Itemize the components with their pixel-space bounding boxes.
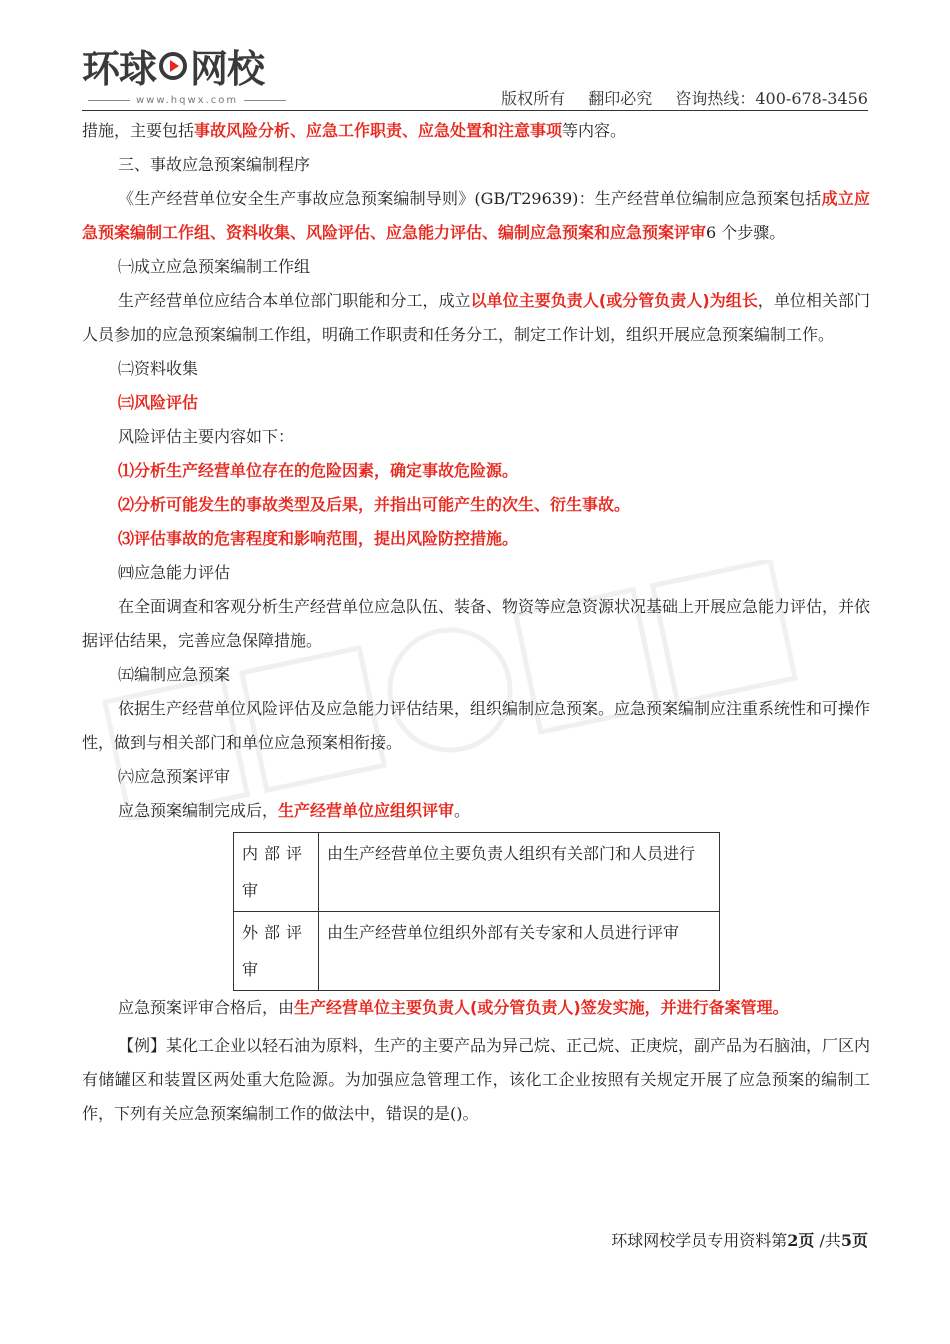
text-run: 《生产经营单位安全生产事故应急预案编制导则》(GB/T29639)：生产经营单位编制应急预案包括 — [118, 189, 822, 208]
text-run: 应急预案编制完成后， — [118, 801, 279, 820]
logo-text-a: 环球 — [82, 47, 157, 91]
logo-rule-right — [244, 100, 286, 101]
paragraph-intro — [82, 182, 870, 250]
logo-play-icon — [158, 51, 188, 81]
header-notice — [483, 86, 868, 109]
header-divider — [82, 110, 868, 111]
logo-rule-left — [88, 100, 130, 101]
paragraph-measures — [82, 114, 870, 148]
text-run: 措施，主要包括 — [82, 121, 195, 140]
review-table — [233, 832, 720, 991]
logo-wordmark — [82, 38, 292, 93]
step-heading-3: ㈢风险评估 — [118, 393, 199, 412]
page-footer — [611, 1228, 868, 1251]
logo-text-b: 网校 — [190, 47, 265, 91]
hqwx-logo — [82, 38, 292, 106]
emphasis-run: 以单位主要负责人(或分管负责人)为组长 — [470, 291, 758, 310]
risk-item-3: ⑶评估事故的危害程度和影响范围，提出风险防控措施。 — [118, 529, 519, 548]
document-body — [82, 114, 870, 1131]
step-heading-6: ㈥应急预案评审 — [118, 767, 231, 786]
paragraph-after-review — [82, 991, 870, 1025]
copyright-text: 版权所有 — [501, 89, 566, 108]
paragraph-step-1 — [82, 284, 870, 352]
logo-url-line — [82, 95, 292, 106]
paragraph-step-4: 在全面调查和客观分析生产经营单位应急队伍、装备、物资等应急资源状况基础上开展应急能力评估，并依据评估结果，完善应急保障措施。 — [82, 597, 871, 650]
text-run: 等内容。 — [562, 121, 627, 140]
logo-url: www.hqwx.com — [136, 95, 239, 106]
review-type-cell: 外部评审 — [234, 912, 319, 991]
emphasis-run: 事故风险分析、应急工作职责、应急处置和注意事项 — [194, 121, 563, 140]
review-type-cell: 内部评审 — [234, 833, 319, 912]
text-run: 应急预案评审合格后，由 — [118, 998, 295, 1017]
paragraph-step-6 — [82, 794, 870, 828]
review-desc-cell: 由生产经营单位主要负责人组织有关部门和人员进行 — [319, 833, 720, 912]
step-heading-2: ㈡资料收集 — [118, 359, 199, 378]
step-heading-4: ㈣应急能力评估 — [118, 563, 231, 582]
paragraph-step-5: 依据生产经营单位风险评估及应急能力评估结果，组织编制应急预案。应急预案编制应注重系统性和可操作性，做到与相关部门和单位应急预案相衔接。 — [82, 699, 871, 752]
risk-item-2: ⑵分析可能发生的事故类型及后果，并指出可能产生的次生、衍生事故。 — [118, 495, 631, 514]
table-row — [234, 912, 720, 991]
text-run: 。 — [454, 801, 471, 820]
hotline-text: 咨询热线：400-678-3456 — [675, 89, 868, 108]
section-heading-3: 三、事故应急预案编制程序 — [118, 155, 311, 174]
step-heading-5: ㈤编制应急预案 — [118, 665, 231, 684]
footer-total-pages: 5页 — [840, 1231, 868, 1250]
footer-separator: /共 — [814, 1231, 841, 1250]
risk-intro: 风险评估主要内容如下： — [118, 427, 295, 446]
example-question: 【例】某化工企业以轻石油为原料，生产的主要产品为异己烷、正己烷、正庚烷，副产品为石脑油，厂区内有储罐区和装置区两处重大危险源。为加强应急管理工作，该化工企业按照有关规定开展了应急预案的编制工作，下列有关应急预案编制工作的做法中，错误的是()。 — [82, 1036, 871, 1123]
emphasis-run: 生产经营单位应组织评审 — [278, 801, 455, 820]
step-heading-1: ㈠成立应急预案编制工作组 — [118, 257, 311, 276]
text-run: ，单位相关部门人员参加的应急预案编制工作组，明确工作职责和任务分工，制定工作计划，组织开展应急预案编制工作。 — [82, 291, 870, 344]
emphasis-run: 生产经营单位主要负责人(或分管负责人)签发实施，并进行备案管理。 — [294, 998, 789, 1017]
text-run: 6 个步骤。 — [706, 223, 786, 242]
no-copy-text: 翻印必究 — [588, 89, 653, 108]
emphasis-run: 成立应急预案编制工作组、资料收集、风险评估、应急能力评估、编制应急预案和应急预案评审 — [82, 189, 870, 242]
risk-item-1: ⑴分析生产经营单位存在的危险因素，确定事故危险源。 — [118, 461, 519, 480]
review-desc-cell: 由生产经营单位组织外部有关专家和人员进行评审 — [319, 912, 720, 991]
text-run: 生产经营单位应结合本单位部门职能和分工，成立 — [118, 291, 471, 310]
table-row — [234, 833, 720, 912]
footer-page-number: 2页 — [787, 1231, 815, 1250]
footer-prefix: 环球网校学员专用资料第 — [611, 1231, 788, 1250]
